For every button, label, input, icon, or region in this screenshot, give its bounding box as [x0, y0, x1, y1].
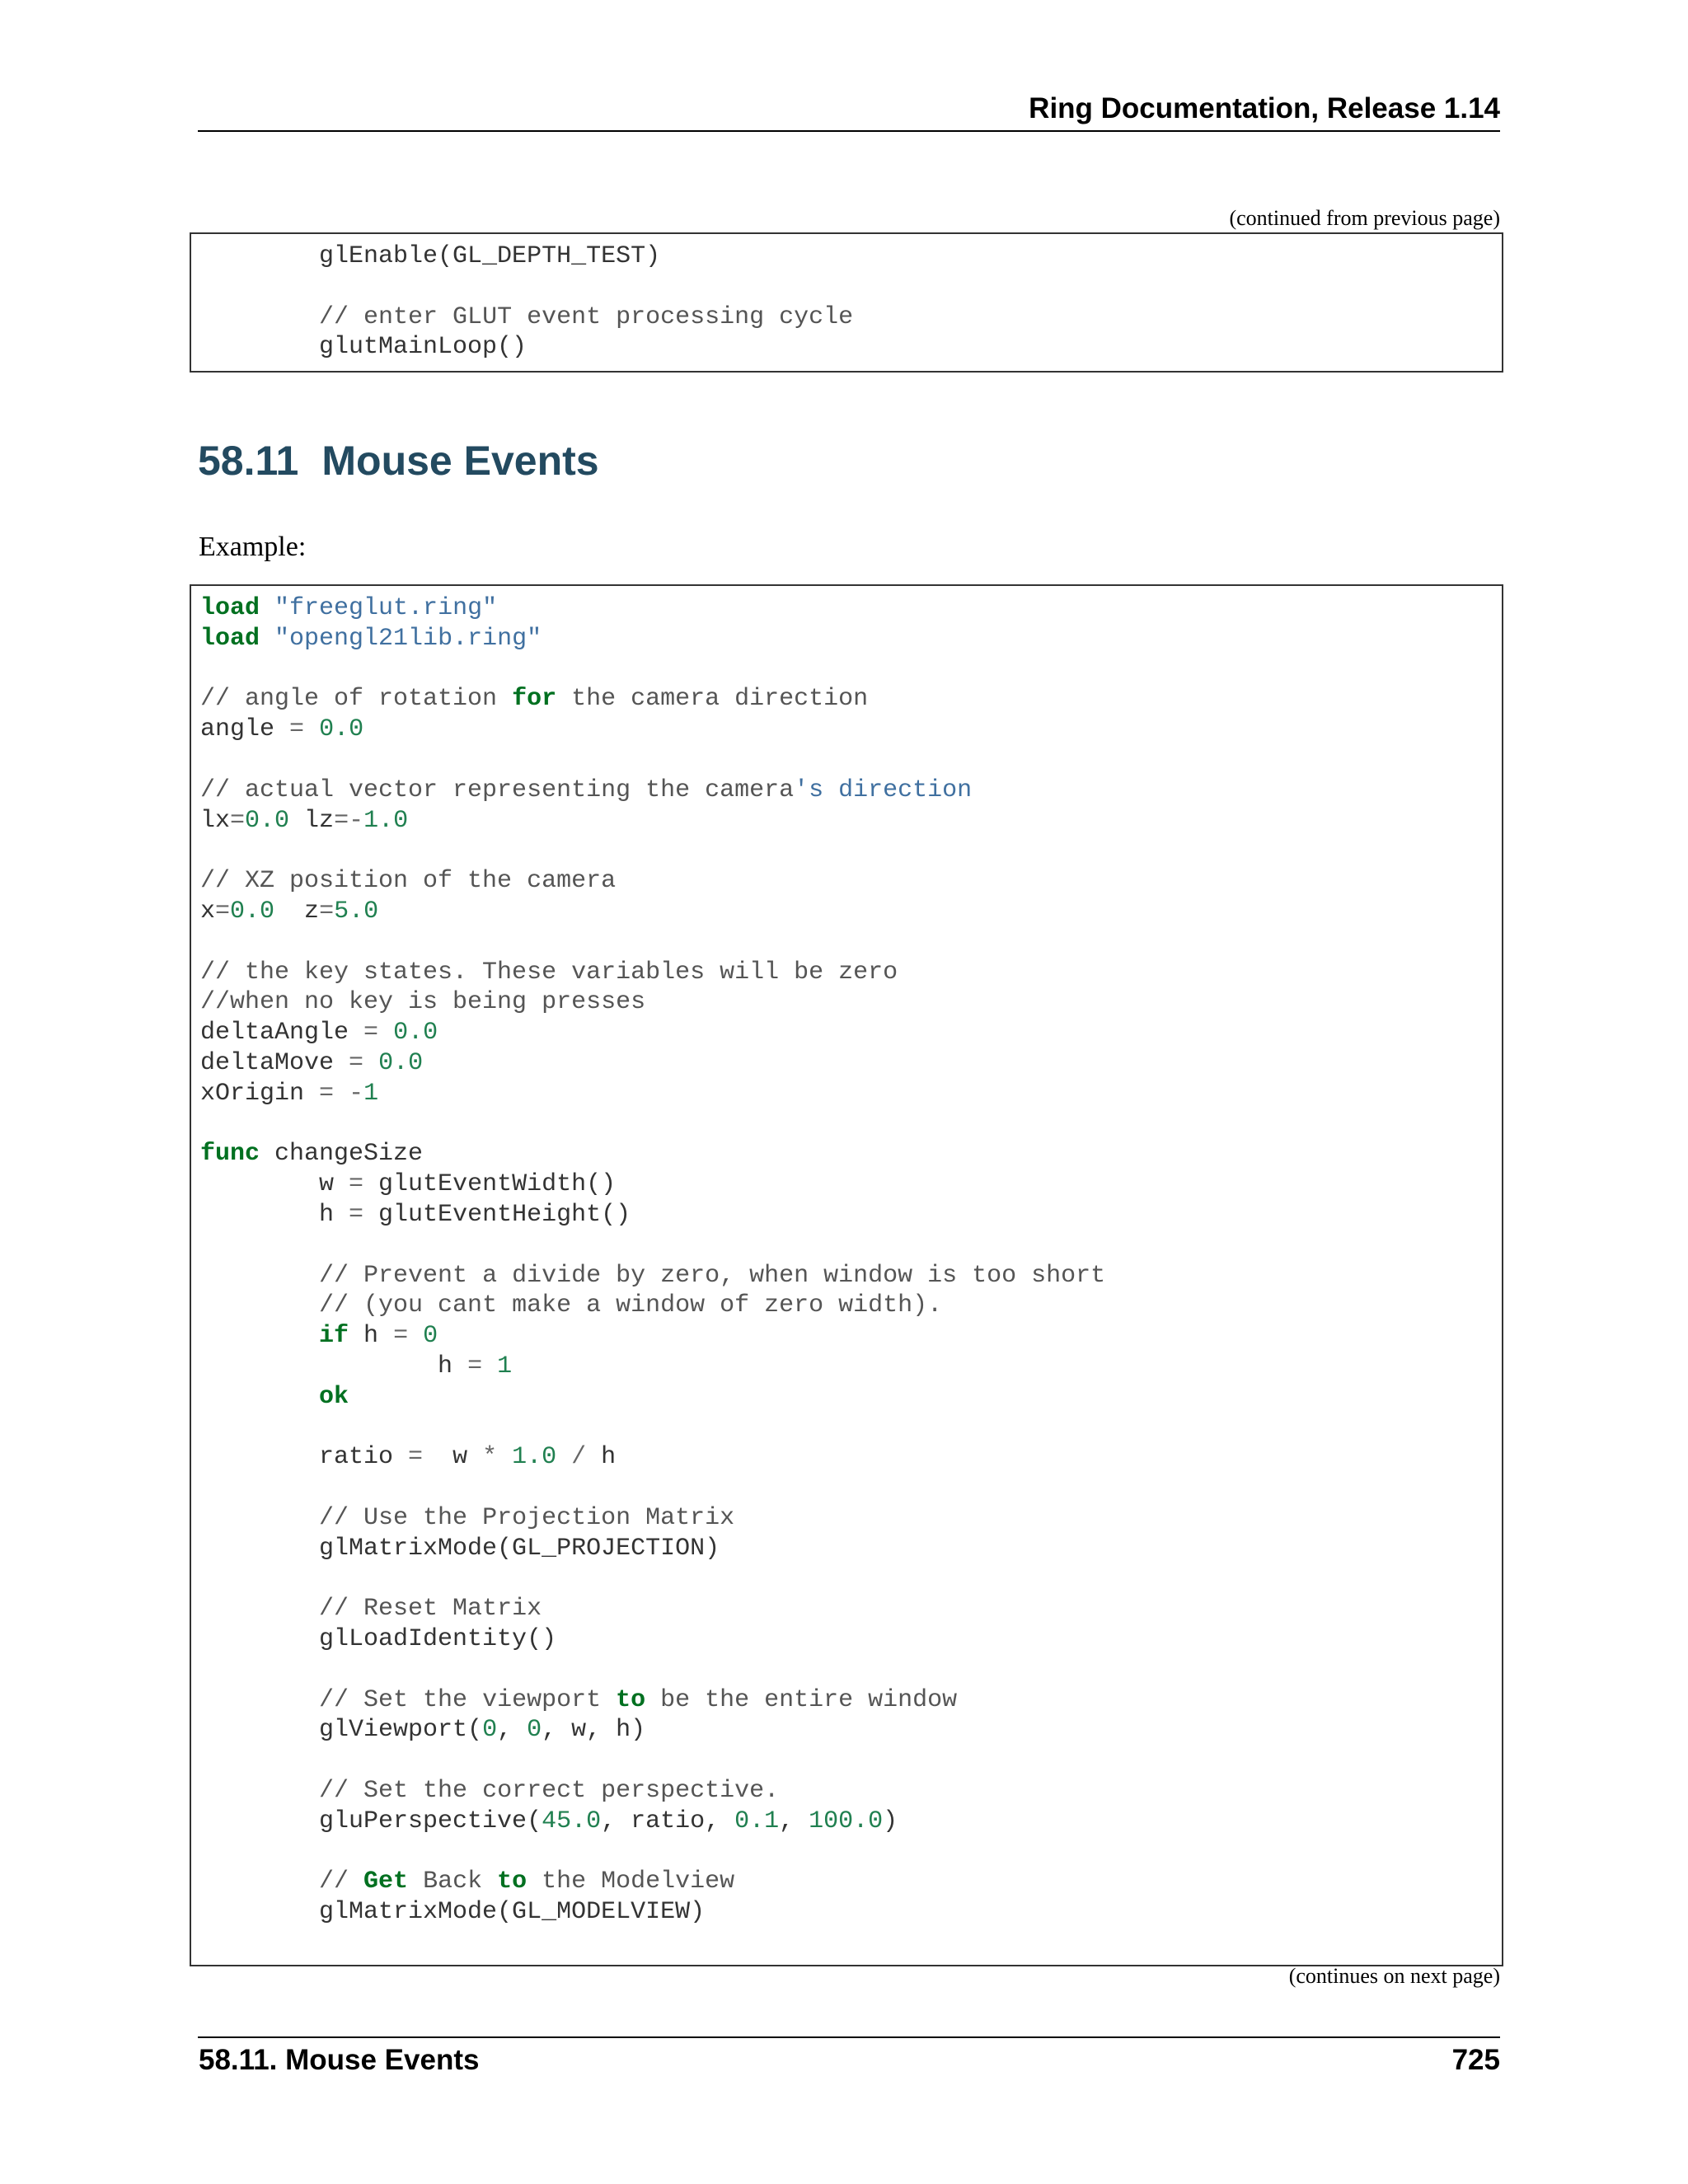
footer-divider [198, 2036, 1500, 2038]
code-keyword: to [497, 1868, 528, 1896]
code-line [200, 242, 660, 270]
code-line [200, 867, 616, 895]
code-line [200, 776, 972, 804]
code-line [200, 958, 898, 987]
code-comment: // (you cant make a window of zero width). [319, 1291, 943, 1320]
code-comment: // Use the Projection Matrix [319, 1503, 735, 1532]
code-line [200, 1170, 616, 1198]
code-operator: = [230, 806, 246, 835]
header-divider [198, 130, 1500, 132]
running-header-title: Ring Documentation, Release 1.14 [1029, 92, 1500, 124]
code-line [200, 1716, 645, 1744]
code-number: 0.0 [245, 806, 290, 835]
code-text [200, 1291, 319, 1319]
code-line [200, 1383, 349, 1411]
code-text: w [200, 1170, 349, 1199]
code-text [260, 594, 274, 622]
code-string: 's direction [794, 776, 973, 804]
code-comment: // Reset Matrix [319, 1595, 542, 1624]
code-line [200, 1535, 720, 1563]
code-line [200, 1201, 631, 1229]
code-comment: // Set the viewport [319, 1685, 617, 1714]
code-line [200, 1049, 423, 1077]
code-text: ratio [200, 1443, 409, 1472]
code-line [200, 1868, 734, 1896]
code-comment: // Prevent a divide by zero, when window is too short [319, 1261, 1106, 1290]
code-operator: = [349, 1170, 364, 1199]
code-line [200, 807, 408, 835]
code-text: ) [883, 1807, 898, 1835]
code-keyword: if [319, 1322, 349, 1351]
code-text: w [423, 1443, 483, 1472]
code-text [260, 625, 274, 653]
code-number: 1.0 [363, 806, 409, 835]
code-number: 0.0 [393, 1019, 438, 1047]
code-operator: - [349, 1079, 364, 1108]
code-text: h [200, 1200, 349, 1229]
code-line [200, 1686, 957, 1714]
code-keyword: func [200, 1140, 260, 1169]
code-number: 1 [497, 1352, 513, 1380]
code-number: 100.0 [809, 1807, 884, 1835]
code-operator: / [571, 1443, 587, 1472]
code-line [200, 715, 363, 743]
code-text [200, 1262, 319, 1290]
code-line [200, 1140, 423, 1168]
code-text: glutMainLoop() [200, 333, 528, 362]
code-text: , w, h) [542, 1716, 646, 1745]
code-operator: = [289, 715, 305, 744]
code-number: 0.1 [734, 1807, 780, 1835]
code-number: 0 [527, 1716, 542, 1745]
code-text: glViewport( [200, 1716, 483, 1745]
code-text [556, 1443, 571, 1471]
section-title: Mouse Events [321, 438, 599, 484]
code-text [363, 1049, 378, 1077]
code-text: h [586, 1443, 617, 1472]
code-text: glutEventWidth() [363, 1170, 617, 1199]
code-comment: // the key states. These variables will be zero [200, 958, 898, 987]
code-block-mouse-events [190, 584, 1503, 1966]
code-line [200, 594, 497, 622]
code-string: "freeglut.ring" [274, 594, 498, 622]
code-text [200, 1595, 319, 1623]
section-heading [198, 437, 599, 485]
code-operator: = [319, 897, 335, 926]
code-text: glLoadIdentity() [200, 1625, 557, 1654]
code-text [200, 1322, 319, 1350]
code-line [200, 1898, 705, 1926]
code-number: 0.0 [230, 897, 275, 926]
code-operator: = [467, 1352, 483, 1380]
code-text [497, 1443, 512, 1471]
code-text [304, 715, 319, 743]
code-text [408, 1322, 423, 1350]
code-operator: = [349, 1048, 364, 1077]
code-operator: = [349, 1200, 364, 1229]
continues-on-note: (continues on next page) [1288, 1964, 1500, 1988]
code-comment: Back [408, 1868, 498, 1896]
code-text: deltaMove [200, 1048, 349, 1077]
code-comment: // XZ position of the camera [200, 867, 617, 896]
code-text: lz [289, 806, 335, 835]
code-number: 5.0 [334, 897, 379, 926]
code-text: , [497, 1716, 528, 1745]
code-line [200, 988, 645, 1016]
code-comment: // [319, 1868, 364, 1896]
code-text [482, 1352, 497, 1380]
code-line [200, 1595, 542, 1623]
code-text [200, 1383, 319, 1411]
code-text: h [200, 1352, 468, 1380]
code-text: , [779, 1807, 809, 1835]
code-line [200, 333, 527, 361]
code-line [200, 1262, 1105, 1290]
code-line [200, 1625, 556, 1653]
code-keyword: to [616, 1685, 646, 1714]
code-text: glMatrixMode(GL_PROJECTION) [200, 1534, 720, 1563]
footer-section-label: 58.11. Mouse Events [199, 2044, 480, 2076]
code-text: z [274, 897, 320, 926]
code-block-continued [190, 232, 1503, 373]
code-operator: = [215, 897, 231, 926]
code-number: 0 [482, 1716, 498, 1745]
code-line [200, 898, 378, 926]
example-label: Example: [199, 532, 307, 562]
page-number: 725 [1451, 2044, 1500, 2076]
code-line [200, 1322, 438, 1350]
code-comment: // enter GLUT event processing cycle [319, 302, 854, 331]
code-text: angle [200, 715, 290, 744]
code-text: h [349, 1322, 394, 1351]
code-text: deltaAngle [200, 1019, 364, 1047]
code-number: 1 [363, 1079, 379, 1108]
code-number: 0.0 [378, 1048, 424, 1077]
code-text: changeSize [260, 1140, 424, 1169]
code-line [200, 1019, 438, 1047]
code-keyword: load [200, 624, 260, 653]
code-comment: be the entire window [645, 1685, 958, 1714]
code-text [378, 1019, 393, 1047]
code-text: glMatrixMode(GL_MODELVIEW) [200, 1898, 706, 1927]
code-text: lx [200, 806, 231, 835]
code-operator: = [363, 1019, 379, 1047]
code-listing-continued [191, 234, 1502, 363]
code-text: , ratio, [601, 1807, 735, 1835]
code-number: 0.0 [319, 715, 364, 744]
code-line [200, 625, 542, 653]
code-line [200, 303, 853, 331]
code-operator: = [319, 1079, 335, 1108]
code-comment: the camera direction [556, 685, 869, 714]
code-line [200, 1504, 734, 1532]
code-comment: // angle of rotation [200, 685, 513, 714]
code-operator: = [408, 1443, 424, 1472]
code-text: glEnable(GL_DEPTH_TEST) [200, 242, 661, 270]
code-text: gluPerspective( [200, 1807, 542, 1835]
section-number: 58.11 [198, 438, 299, 484]
code-text [200, 1777, 319, 1805]
code-operator: =- [334, 806, 364, 835]
code-line [200, 1777, 779, 1805]
code-operator: = [393, 1322, 409, 1351]
code-text [200, 303, 319, 331]
code-comment: the Modelview [527, 1868, 735, 1896]
code-string: "opengl21lib.ring" [274, 624, 542, 653]
code-line [200, 1352, 512, 1380]
code-keyword: load [200, 594, 260, 622]
code-line [200, 1291, 942, 1319]
code-number: 1.0 [512, 1443, 557, 1472]
code-comment: // actual vector representing the camera [200, 776, 795, 804]
code-line [200, 1807, 898, 1835]
code-keyword: for [512, 685, 557, 714]
code-text: xOrigin [200, 1079, 320, 1108]
code-text [200, 1686, 319, 1714]
code-text [200, 1868, 319, 1896]
code-text [200, 1504, 319, 1532]
code-text: glutEventHeight() [363, 1200, 631, 1229]
code-keyword: ok [319, 1382, 349, 1411]
code-line [200, 1080, 378, 1108]
code-comment: //when no key is being presses [200, 988, 646, 1017]
code-text [334, 1080, 349, 1108]
code-line [200, 685, 868, 713]
code-line [200, 1443, 616, 1471]
code-text: x [200, 897, 216, 926]
code-operator: * [482, 1443, 498, 1472]
code-number: 45.0 [542, 1807, 602, 1835]
continued-from-note: (continued from previous page) [1229, 206, 1500, 230]
code-keyword: Get [363, 1868, 409, 1896]
code-number: 0 [423, 1322, 438, 1351]
code-listing-mouse-events [191, 586, 1502, 1928]
code-comment: // Set the correct perspective. [319, 1777, 780, 1806]
